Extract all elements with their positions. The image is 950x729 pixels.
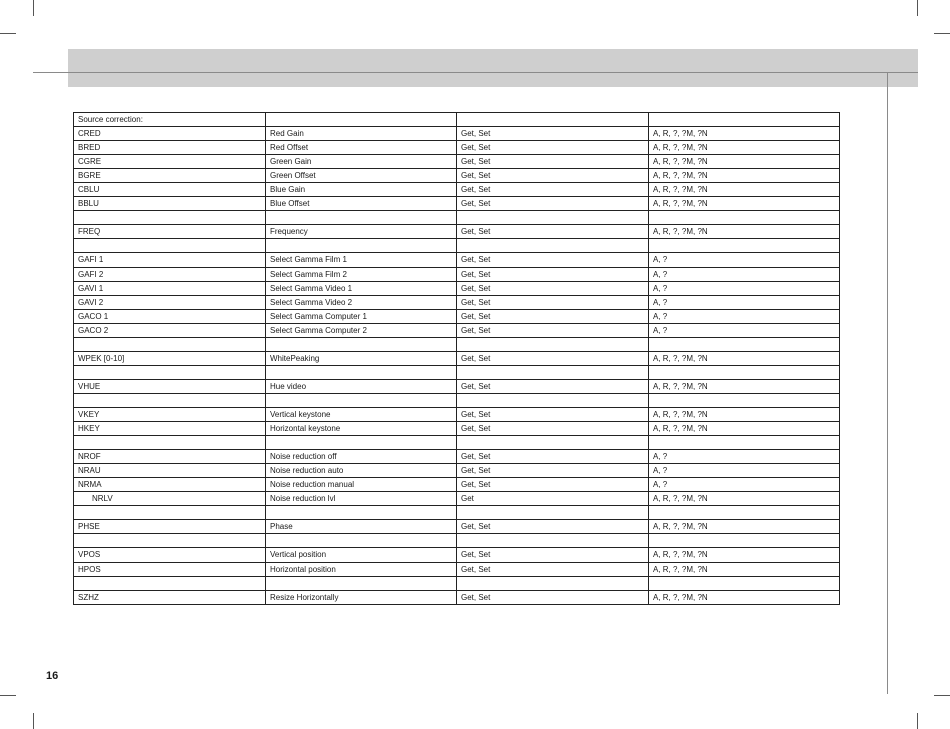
- description-cell: [266, 534, 457, 548]
- table-row: [74, 365, 840, 379]
- access-cell: Get, Set: [457, 295, 649, 309]
- options-cell: A, R, ?, ?M, ?N: [649, 351, 840, 365]
- command-cell: [74, 239, 266, 253]
- options-cell: [649, 393, 840, 407]
- options-cell: [649, 113, 840, 127]
- margin-rule: [887, 72, 888, 694]
- table-row: [74, 323, 840, 337]
- access-cell: [457, 393, 649, 407]
- description-cell: Horizontal keystone: [266, 422, 457, 436]
- description-cell: [266, 436, 457, 450]
- command-cell: GAFI 2: [74, 267, 266, 281]
- command-cell: CRED: [74, 127, 266, 141]
- table-row: [74, 239, 840, 253]
- options-cell: A, R, ?, ?M, ?N: [649, 379, 840, 393]
- table-row: [74, 169, 840, 183]
- command-cell: [74, 365, 266, 379]
- table-row: [74, 309, 840, 323]
- command-cell: [74, 436, 266, 450]
- description-cell: [266, 393, 457, 407]
- command-cell: HPOS: [74, 562, 266, 576]
- table-row: [74, 267, 840, 281]
- access-cell: Get, Set: [457, 155, 649, 169]
- table-row: [74, 281, 840, 295]
- options-cell: A, R, ?, ?M, ?N: [649, 183, 840, 197]
- table-row: [74, 478, 840, 492]
- table-row: [74, 141, 840, 155]
- options-cell: A, R, ?, ?M, ?N: [649, 197, 840, 211]
- table-row: [74, 253, 840, 267]
- table-row: [74, 450, 840, 464]
- description-cell: [266, 365, 457, 379]
- options-cell: A, R, ?, ?M, ?N: [649, 155, 840, 169]
- access-cell: Get, Set: [457, 225, 649, 239]
- access-cell: [457, 534, 649, 548]
- table-row: [74, 113, 840, 127]
- description-cell: [266, 211, 457, 225]
- description-cell: Resize Horizontally: [266, 590, 457, 604]
- description-cell: Select Gamma Film 1: [266, 253, 457, 267]
- options-cell: [649, 337, 840, 351]
- table-row: [74, 520, 840, 534]
- command-cell: NRLV: [74, 492, 266, 506]
- access-cell: [457, 337, 649, 351]
- options-cell: [649, 211, 840, 225]
- options-cell: A, R, ?, ?M, ?N: [649, 492, 840, 506]
- options-cell: A, ?: [649, 281, 840, 295]
- options-cell: A, ?: [649, 478, 840, 492]
- command-cell: [74, 393, 266, 407]
- command-cell: CBLU: [74, 183, 266, 197]
- table-row: [74, 337, 840, 351]
- description-cell: Noise reduction lvl: [266, 492, 457, 506]
- access-cell: [457, 113, 649, 127]
- access-cell: [457, 365, 649, 379]
- access-cell: Get, Set: [457, 141, 649, 155]
- options-cell: A, R, ?, ?M, ?N: [649, 127, 840, 141]
- description-cell: Phase: [266, 520, 457, 534]
- access-cell: [457, 576, 649, 590]
- table-row: [74, 379, 840, 393]
- crop-mark-bottom-right-v: [917, 713, 918, 729]
- description-cell: Noise reduction auto: [266, 464, 457, 478]
- table-row: [74, 548, 840, 562]
- table-row: [74, 506, 840, 520]
- access-cell: Get, Set: [457, 379, 649, 393]
- table-row: [74, 436, 840, 450]
- table-row: [74, 393, 840, 407]
- crop-mark-bottom-left-v: [33, 713, 34, 729]
- description-cell: Blue Offset: [266, 197, 457, 211]
- description-cell: Green Gain: [266, 155, 457, 169]
- command-cell: BRED: [74, 141, 266, 155]
- table-row: [74, 422, 840, 436]
- options-cell: [649, 239, 840, 253]
- crop-mark-top-right-v: [917, 0, 918, 16]
- access-cell: [457, 211, 649, 225]
- description-cell: Select Gamma Computer 1: [266, 309, 457, 323]
- description-cell: Blue Gain: [266, 183, 457, 197]
- options-cell: [649, 365, 840, 379]
- options-cell: A, R, ?, ?M, ?N: [649, 141, 840, 155]
- options-cell: A, ?: [649, 450, 840, 464]
- options-cell: A, R, ?, ?M, ?N: [649, 169, 840, 183]
- options-cell: A, ?: [649, 295, 840, 309]
- options-cell: A, ?: [649, 309, 840, 323]
- command-cell: GAFI 1: [74, 253, 266, 267]
- table-row: [74, 295, 840, 309]
- options-cell: [649, 436, 840, 450]
- description-cell: Noise reduction manual: [266, 478, 457, 492]
- table-row: [74, 534, 840, 548]
- description-cell: Hue video: [266, 379, 457, 393]
- crop-mark-bottom-right-h: [934, 695, 950, 696]
- command-cell: SZHZ: [74, 590, 266, 604]
- options-cell: [649, 534, 840, 548]
- access-cell: [457, 506, 649, 520]
- options-cell: A, R, ?, ?M, ?N: [649, 520, 840, 534]
- description-cell: WhitePeaking: [266, 351, 457, 365]
- description-cell: [266, 113, 457, 127]
- options-cell: A, R, ?, ?M, ?N: [649, 548, 840, 562]
- command-cell: VKEY: [74, 407, 266, 421]
- description-cell: Select Gamma Film 2: [266, 267, 457, 281]
- command-cell: [74, 211, 266, 225]
- description-cell: Noise reduction off: [266, 450, 457, 464]
- description-cell: Select Gamma Video 1: [266, 281, 457, 295]
- options-cell: A, ?: [649, 267, 840, 281]
- description-cell: Select Gamma Computer 2: [266, 323, 457, 337]
- page-number: 16: [46, 670, 59, 682]
- options-cell: [649, 576, 840, 590]
- command-cell: VPOS: [74, 548, 266, 562]
- crop-mark-top-left-v: [33, 0, 34, 16]
- description-cell: Frequency: [266, 225, 457, 239]
- access-cell: Get, Set: [457, 562, 649, 576]
- command-cell: BBLU: [74, 197, 266, 211]
- header-band: [68, 49, 918, 87]
- command-cell: GAVI 2: [74, 295, 266, 309]
- access-cell: Get, Set: [457, 127, 649, 141]
- command-table-body: [74, 113, 840, 605]
- table-row: [74, 211, 840, 225]
- crop-mark-bottom-left-h: [0, 695, 16, 696]
- description-cell: [266, 337, 457, 351]
- access-cell: Get, Set: [457, 267, 649, 281]
- access-cell: Get, Set: [457, 422, 649, 436]
- command-cell: GACO 1: [74, 309, 266, 323]
- table-row: [74, 197, 840, 211]
- access-cell: Get, Set: [457, 590, 649, 604]
- table-row: [74, 562, 840, 576]
- access-cell: Get, Set: [457, 407, 649, 421]
- options-cell: A, R, ?, ?M, ?N: [649, 407, 840, 421]
- options-cell: A, R, ?, ?M, ?N: [649, 590, 840, 604]
- table-row: [74, 351, 840, 365]
- options-cell: A, ?: [649, 253, 840, 267]
- description-cell: [266, 506, 457, 520]
- command-cell: HKEY: [74, 422, 266, 436]
- table-row: [74, 576, 840, 590]
- access-cell: Get, Set: [457, 478, 649, 492]
- command-cell: CGRE: [74, 155, 266, 169]
- command-cell: [74, 337, 266, 351]
- table-row: [74, 127, 840, 141]
- description-cell: Red Offset: [266, 141, 457, 155]
- access-cell: Get, Set: [457, 281, 649, 295]
- description-cell: Vertical keystone: [266, 407, 457, 421]
- command-cell: GACO 2: [74, 323, 266, 337]
- options-cell: A, ?: [649, 464, 840, 478]
- command-cell: NRAU: [74, 464, 266, 478]
- access-cell: Get, Set: [457, 169, 649, 183]
- command-cell: GAVI 1: [74, 281, 266, 295]
- table-row: [74, 225, 840, 239]
- command-cell: Source correction:: [74, 113, 266, 127]
- access-cell: Get, Set: [457, 253, 649, 267]
- access-cell: Get, Set: [457, 309, 649, 323]
- table-row: [74, 590, 840, 604]
- command-cell: FREQ: [74, 225, 266, 239]
- access-cell: Get, Set: [457, 520, 649, 534]
- crop-mark-top-left-h: [0, 33, 16, 34]
- options-cell: [649, 506, 840, 520]
- access-cell: Get, Set: [457, 323, 649, 337]
- description-cell: [266, 576, 457, 590]
- access-cell: Get, Set: [457, 464, 649, 478]
- command-cell: PHSE: [74, 520, 266, 534]
- description-cell: Horizontal position: [266, 562, 457, 576]
- access-cell: [457, 239, 649, 253]
- command-cell: [74, 534, 266, 548]
- access-cell: Get, Set: [457, 351, 649, 365]
- access-cell: Get, Set: [457, 548, 649, 562]
- access-cell: Get, Set: [457, 450, 649, 464]
- command-cell: BGRE: [74, 169, 266, 183]
- command-cell: NROF: [74, 450, 266, 464]
- command-cell: VHUE: [74, 379, 266, 393]
- access-cell: Get: [457, 492, 649, 506]
- description-cell: Select Gamma Video 2: [266, 295, 457, 309]
- command-cell: NRMA: [74, 478, 266, 492]
- description-cell: [266, 239, 457, 253]
- options-cell: A, R, ?, ?M, ?N: [649, 422, 840, 436]
- header-rule: [33, 72, 918, 73]
- options-cell: A, ?: [649, 323, 840, 337]
- table-row: [74, 492, 840, 506]
- options-cell: A, R, ?, ?M, ?N: [649, 225, 840, 239]
- table-row: [74, 155, 840, 169]
- table-row: [74, 464, 840, 478]
- access-cell: [457, 436, 649, 450]
- table-row: [74, 183, 840, 197]
- command-cell: WPEK [0-10]: [74, 351, 266, 365]
- description-cell: Vertical position: [266, 548, 457, 562]
- access-cell: Get, Set: [457, 183, 649, 197]
- command-table: [73, 112, 840, 605]
- table-row: [74, 407, 840, 421]
- command-cell: [74, 576, 266, 590]
- access-cell: Get, Set: [457, 197, 649, 211]
- command-cell: [74, 506, 266, 520]
- options-cell: A, R, ?, ?M, ?N: [649, 562, 840, 576]
- crop-mark-top-right-h: [934, 33, 950, 34]
- description-cell: Red Gain: [266, 127, 457, 141]
- description-cell: Green Offset: [266, 169, 457, 183]
